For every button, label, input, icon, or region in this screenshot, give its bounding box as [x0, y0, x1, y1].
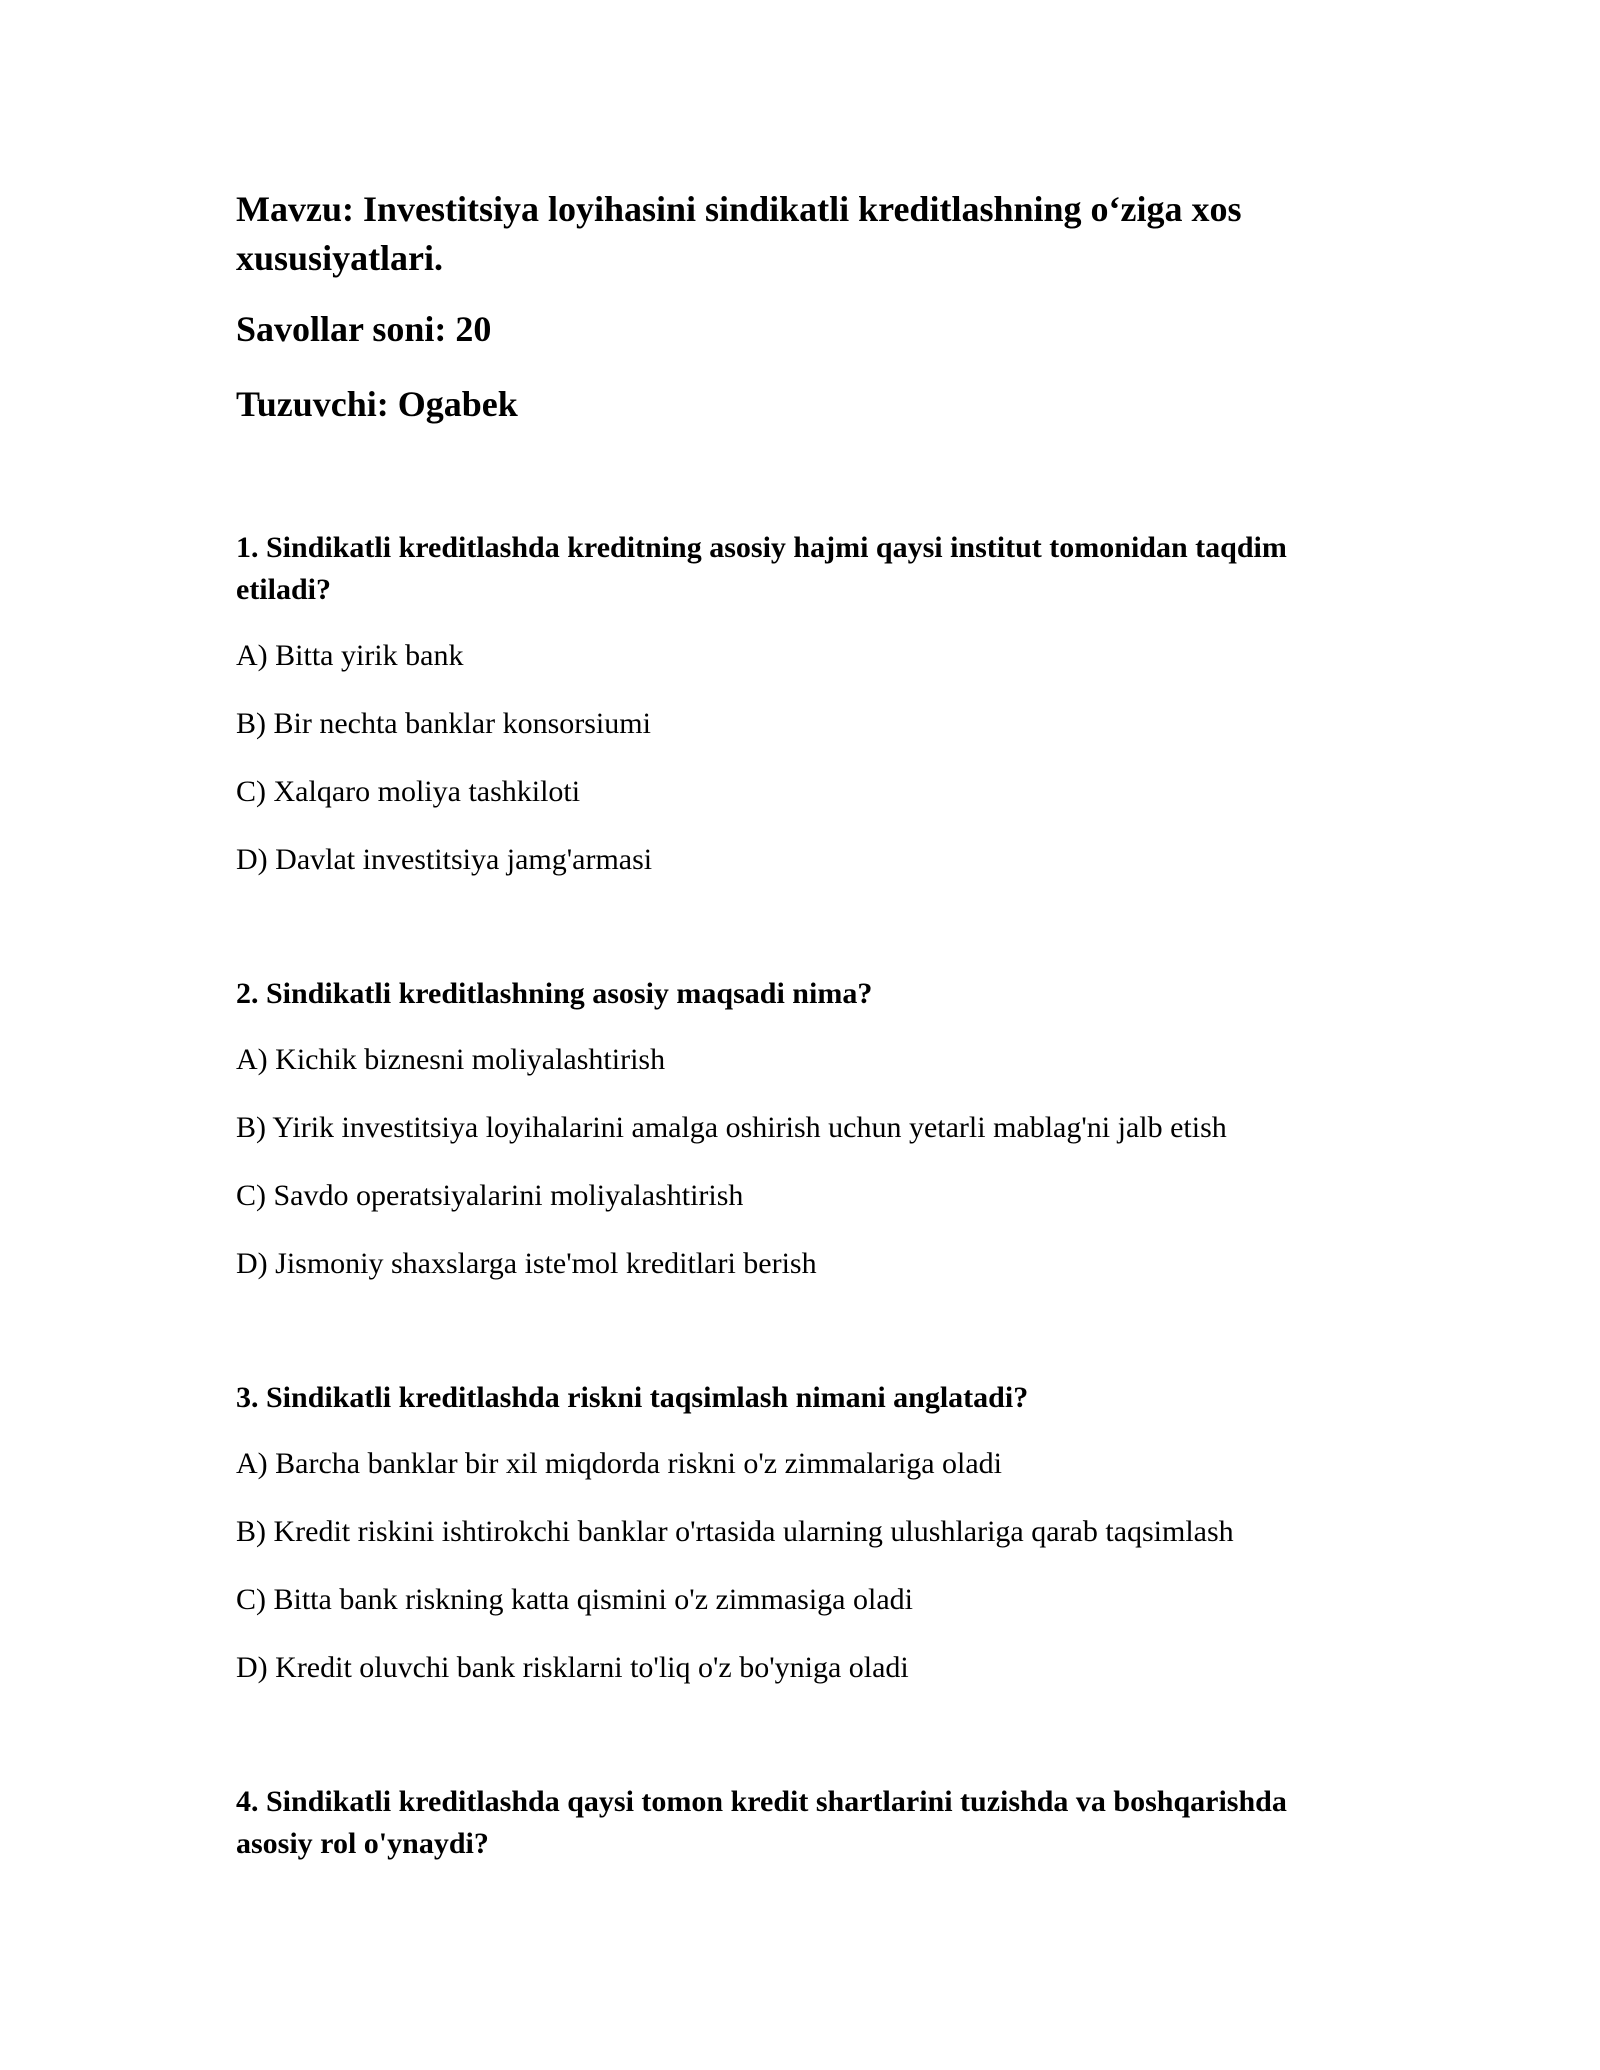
answer-option-c: C) Bitta bank riskning katta qismini o'z zimmasiga oladi: [236, 1583, 913, 1616]
answer-option-b: B) Bir nechta banklar konsorsiumi: [236, 707, 651, 740]
answer-option-c: C) Savdo operatsiyalarini moliyalashtirish: [236, 1179, 744, 1212]
answer-option-b: B) Yirik investitsiya loyihalarini amalga oshirish uchun yetarli mablag'ni jalb etish: [236, 1111, 1227, 1144]
document-topic: Mavzu: Investitsiya loyihasini sindikatli kreditlashning o‘ziga xos xususiyatlari.: [236, 189, 1242, 278]
question-2: [236, 973, 1366, 1285]
question-list: [236, 527, 1366, 1865]
question-3: [236, 1377, 1366, 1689]
question-text: 3. Sindikatli kreditlashda riskni taqsimlash nimani anglatadi?: [236, 1381, 1029, 1414]
answer-option-d: D) Davlat investitsiya jamg'armasi: [236, 843, 653, 876]
question-1: [236, 527, 1366, 881]
question-text: 1. Sindikatli kreditlashda kreditning asosiy hajmi qaysi institut tomonidan taqdim etiladi?: [236, 531, 1287, 606]
answer-option-d: D) Jismoniy shaxslarga iste'mol kreditlari berish: [236, 1247, 817, 1280]
answer-option-a: A) Bitta yirik bank: [236, 639, 464, 672]
question-count: Savollar soni: 20: [236, 309, 492, 349]
question-4: [236, 1781, 1366, 1865]
document-author: Tuzuvchi: Ogabek: [236, 384, 518, 424]
question-text: 4. Sindikatli kreditlashda qaysi tomon kredit shartlarini tuzishda va boshqarishda asosiy rol o'ynaydi?: [236, 1785, 1287, 1860]
answer-option-b: B) Kredit riskini ishtirokchi banklar o'rtasida ularning ulushlariga qarab taqsimlash: [236, 1515, 1234, 1548]
answer-option-d: D) Kredit oluvchi bank risklarni to'liq o'z bo'yniga oladi: [236, 1651, 909, 1684]
answer-option-a: A) Kichik biznesni moliyalashtirish: [236, 1043, 666, 1076]
answer-option-a: A) Barcha banklar bir xil miqdorda riskni o'z zimmalariga oladi: [236, 1447, 1002, 1480]
answer-option-c: C) Xalqaro moliya tashkiloti: [236, 775, 581, 808]
document-page: [236, 185, 1366, 1957]
question-text: 2. Sindikatli kreditlashning asosiy maqsadi nima?: [236, 977, 873, 1010]
